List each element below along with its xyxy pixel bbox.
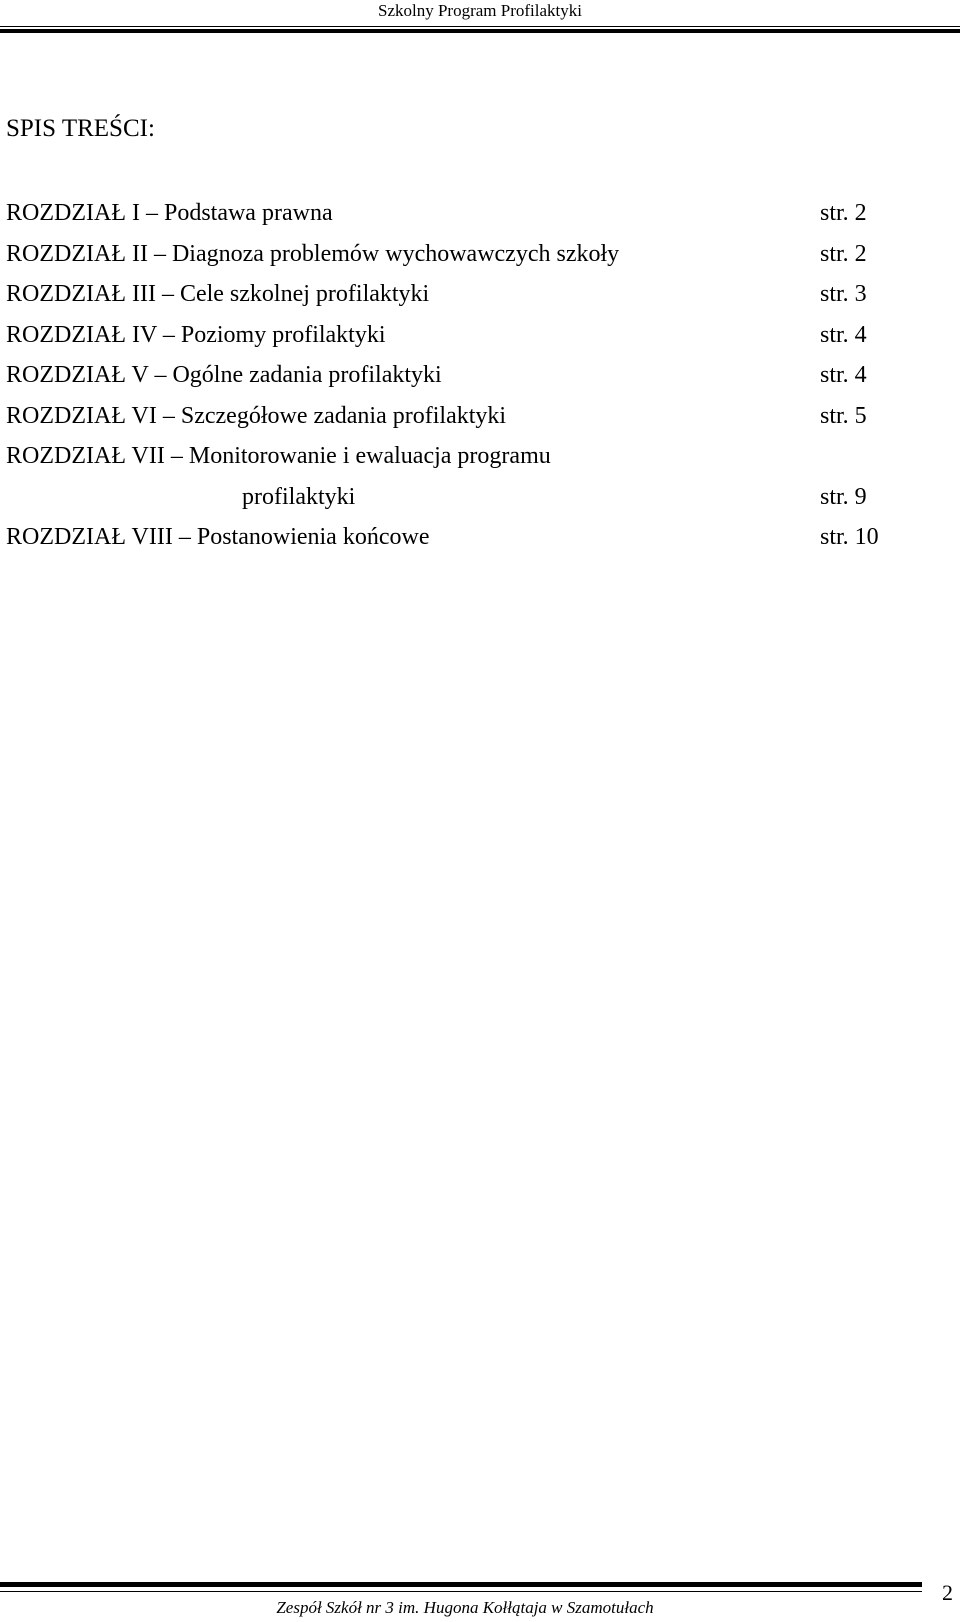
- toc-entry-title-continuation: profilaktyki: [242, 483, 356, 510]
- toc-entry-page: str. 5: [820, 402, 867, 429]
- toc-entry-4: [6, 315, 906, 356]
- toc-entry-page: str. 4: [820, 362, 867, 388]
- toc-entry-5: [6, 355, 906, 396]
- toc-entry-title: ROZDZIAŁ VI – Szczegółowe zadania profilaktyki: [6, 402, 507, 429]
- running-header: Szkolny Program Profilaktyki: [378, 1, 582, 20]
- toc-entry-page: str. 3: [820, 281, 867, 307]
- toc-entry-title: ROZDZIAŁ III – Cele szkolnej profilaktyki: [6, 281, 430, 307]
- footer-rule-thick: [0, 1582, 922, 1587]
- toc-entry-2: [6, 234, 906, 275]
- toc-entry-6: [6, 396, 906, 437]
- header-rule-thin: [0, 26, 960, 27]
- toc-entry-title: ROZDZIAŁ I – Podstawa prawna: [6, 200, 333, 226]
- toc-entry-page: str. 10: [820, 524, 879, 550]
- toc-entry-title: ROZDZIAŁ V – Ogólne zadania profilaktyki: [6, 362, 442, 388]
- toc-entry-page: str. 9: [820, 483, 867, 510]
- toc-entry-page: str. 2: [820, 240, 867, 267]
- toc-entry-7: [6, 436, 906, 517]
- running-footer: Zespół Szkół nr 3 im. Hugona Kołłątaja w Szamotułach: [276, 1598, 654, 1617]
- toc-entry-8: [6, 517, 906, 558]
- header-rule-thick: [0, 29, 960, 33]
- toc-entry-1: [6, 193, 906, 234]
- page-number: 2: [942, 1580, 953, 1605]
- toc-entry-page: str. 4: [820, 321, 867, 348]
- table-of-contents: [6, 193, 906, 558]
- toc-heading: SPIS TREŚCI:: [6, 115, 155, 142]
- toc-entry-3: [6, 274, 906, 315]
- toc-entry-page: str. 2: [820, 200, 867, 226]
- toc-entry-title: ROZDZIAŁ II – Diagnoza problemów wychowawczych szkoły: [6, 240, 620, 267]
- toc-entry-title: ROZDZIAŁ VII – Monitorowanie i ewaluacja programu: [6, 443, 551, 469]
- toc-entry-title-block: [6, 436, 551, 517]
- toc-entry-title: ROZDZIAŁ VIII – Postanowienia końcowe: [6, 524, 430, 550]
- toc-entry-title: ROZDZIAŁ IV – Poziomy profilaktyki: [6, 321, 386, 348]
- footer-rule-thin: [0, 1591, 922, 1592]
